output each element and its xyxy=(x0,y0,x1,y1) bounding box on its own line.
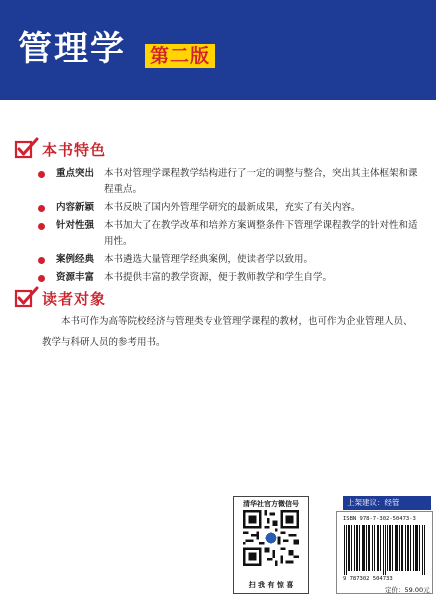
feature-text: 本书对管理学课程教学结构进行了一定的调整与整合，突出其主体框架和课程重点。 xyxy=(104,168,418,195)
feature-text: 本书提供丰富的教学资源，便于教师教学和学生自学。 xyxy=(104,272,333,283)
readers-heading-label: 读者对象 xyxy=(42,289,107,308)
readers-paragraph: 本书可作为高等院校经济与管理类专业管理学课程的教材，也可作为企业管理人员、教学与科研人员的参考用书。 xyxy=(42,316,413,348)
edition-badge: 第二版 xyxy=(145,44,215,68)
features-heading xyxy=(14,137,106,161)
feature-label: 重点突出 xyxy=(56,168,95,179)
feature-list xyxy=(38,166,418,288)
qr-caption-bottom: 扫 我 有 惊 喜 xyxy=(248,581,294,589)
qr-code-panel xyxy=(233,496,309,594)
checkbox-check-icon xyxy=(14,286,40,310)
feature-item xyxy=(38,200,418,216)
qr-code-icon xyxy=(243,510,299,566)
feature-item xyxy=(38,252,418,268)
barcode-digits: 9 787302 504733 xyxy=(343,576,393,582)
barcode-icon xyxy=(342,525,428,575)
feature-label: 内容新颖 xyxy=(56,202,95,213)
feature-text: 本书加大了在教学改革和培养方案调整条件下管理学课程教学的针对性和适用性。 xyxy=(104,220,418,247)
isbn-barcode-panel xyxy=(336,511,433,594)
checkbox-check-icon xyxy=(14,137,40,161)
feature-text: 本书遴选大量管理学经典案例，使读者学以致用。 xyxy=(104,254,314,265)
bullet-icon xyxy=(38,205,45,212)
feature-label: 案例经典 xyxy=(56,254,95,265)
feature-item xyxy=(38,166,418,198)
readers-heading xyxy=(14,286,106,310)
feature-label: 针对性强 xyxy=(56,220,95,231)
book-title: 管理学 xyxy=(18,29,126,69)
feature-label: 资源丰富 xyxy=(56,272,95,283)
feature-text: 本书反映了国内外管理学研究的最新成果，充实了有关内容。 xyxy=(104,202,361,213)
shelf-suggestion: 上架建议：经管 xyxy=(343,496,431,510)
feature-item xyxy=(38,270,418,286)
features-heading-label: 本书特色 xyxy=(42,140,107,159)
isbn-number: ISBN 978-7-302-50473-3 xyxy=(343,516,416,522)
feature-item xyxy=(38,218,418,250)
price-label: 定价：59.00元 xyxy=(385,586,430,594)
bullet-icon xyxy=(38,171,45,178)
bullet-icon xyxy=(38,257,45,264)
bullet-icon xyxy=(38,223,45,230)
qr-caption-top: 清华社官方微信号 xyxy=(243,500,299,508)
bullet-icon xyxy=(38,275,45,282)
